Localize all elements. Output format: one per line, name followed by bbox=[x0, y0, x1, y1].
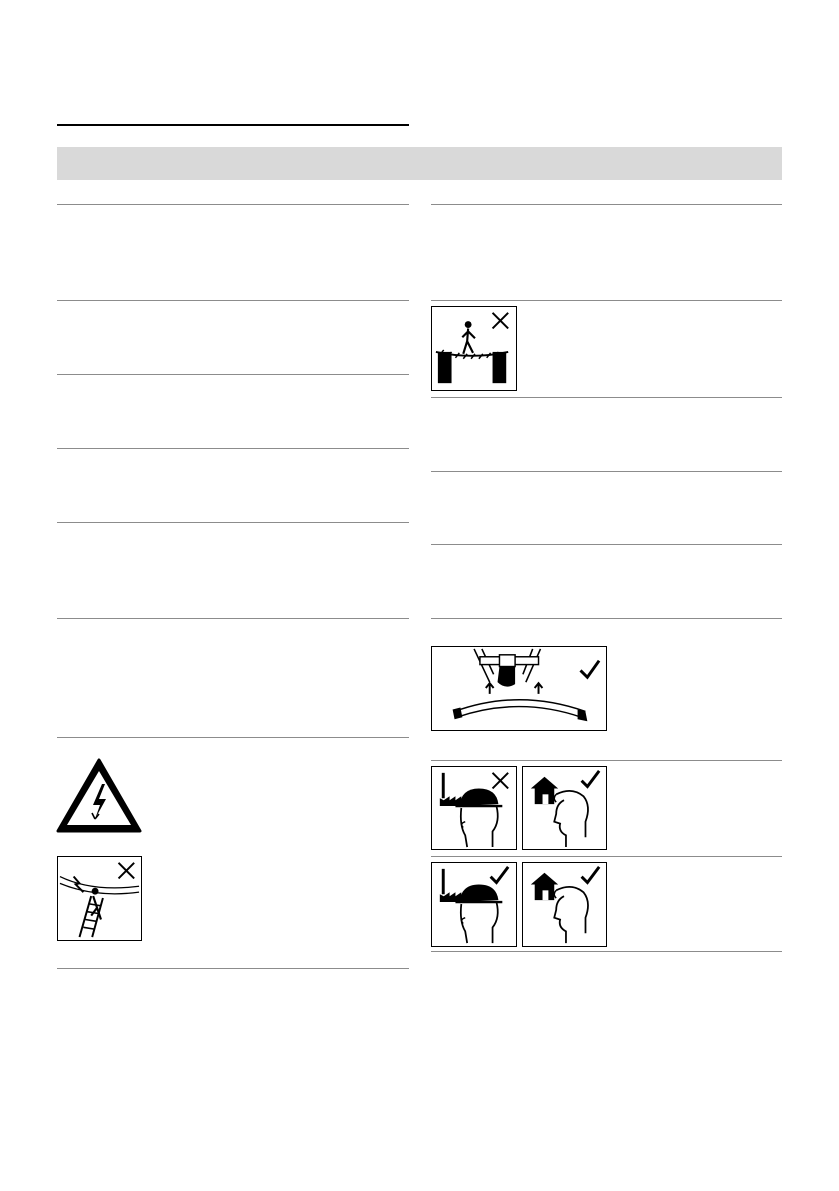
professional-use-allowed-icon bbox=[431, 862, 517, 947]
no-ladder-as-bridge-icon bbox=[431, 306, 517, 391]
ladder-stabilizer-bar-icon bbox=[431, 646, 607, 731]
left-rule-7 bbox=[57, 737, 409, 738]
left-rule-2 bbox=[57, 300, 409, 301]
title-underline bbox=[57, 124, 409, 126]
no-ladder-near-power-lines-icon bbox=[57, 856, 142, 941]
domestic-use-allowed-icon bbox=[522, 862, 607, 947]
left-rule-6 bbox=[57, 618, 409, 619]
left-rule-3 bbox=[57, 374, 409, 375]
left-rule-5 bbox=[57, 522, 409, 523]
right-rule-8 bbox=[431, 856, 782, 857]
right-rule-4 bbox=[431, 471, 782, 472]
right-rule-2 bbox=[431, 300, 782, 301]
right-rule-6 bbox=[431, 618, 782, 619]
right-rule-9 bbox=[431, 951, 782, 952]
section-banner bbox=[57, 147, 782, 180]
high-voltage-warning-icon bbox=[55, 757, 143, 835]
right-rule-1 bbox=[431, 204, 782, 205]
domestic-use-allowed-icon bbox=[522, 766, 607, 850]
right-rule-7 bbox=[431, 760, 782, 761]
professional-use-prohibited-icon bbox=[431, 766, 517, 850]
left-rule-1 bbox=[57, 204, 409, 205]
left-rule-4 bbox=[57, 448, 409, 449]
right-rule-5 bbox=[431, 544, 782, 545]
left-rule-8 bbox=[57, 968, 409, 969]
right-rule-3 bbox=[431, 397, 782, 398]
